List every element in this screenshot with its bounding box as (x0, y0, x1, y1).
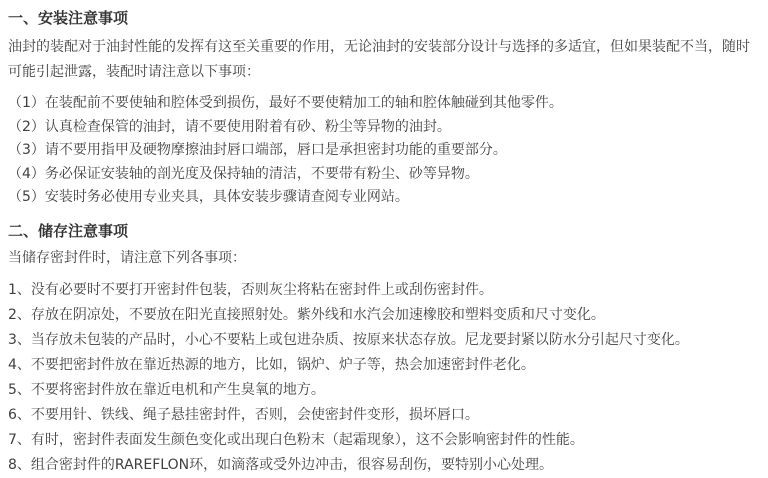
list-item: （2）认真检查保管的油封，请不要使用附着有砂、粉尘等异物的油封。 (8, 118, 451, 135)
storage-items-list (8, 278, 760, 478)
list-item: （5）安装时务必使用专业夹具，具体安装步骤请查阅专业网站。 (8, 189, 409, 205)
list-item: （3）请不要用指甲及硬物摩擦油封唇口端部，唇口是承担密封功能的重要部分。 (8, 142, 507, 158)
list-item: （1）在装配前不要使轴和腔体受到损伤，最好不要使精加工的轴和腔体触碰到其他零件。 (8, 95, 563, 111)
install-intro-paragraph: 油封的装配对于油封性能的发挥有这至关重要的作用，无论油封的安装部分设计与选择的多适宜，但如果装配不当，随时可能引起泄露，装配时请注意以下事项： (8, 39, 750, 80)
list-item: 8、组合密封件的RAREFLON环，如滴落或受外边冲击，很容易刮伤，要特别小心处理。 (8, 456, 554, 473)
section-heading-storage: 二、储存注意事项 (8, 221, 129, 240)
list-item: 1、没有必要时不要打开密封件包装，否则灰尘将粘在密封件上或刮伤密封件。 (8, 281, 493, 298)
section-heading-install: 一、安装注意事项 (8, 9, 129, 27)
install-items-list (8, 92, 760, 210)
list-item: 2、存放在阴凉处，不要放在阳光直接照射处。紫外线和水汽会加速橡胶和塑料变质和尺寸变化。 (8, 306, 605, 323)
list-item: 5、不要将密封件放在靠近电机和产生臭氧的地方。 (8, 381, 325, 398)
list-item: 3、当存放未包装的产品时，小心不要粘上或包进杂质、按原来状态存放。尼龙要封紧以防水分引起尺寸变化。 (8, 331, 689, 348)
list-item: 7、有时，密封件表面发生颜色变化或出现白色粉末（起霜现象），这不会影响密封件的性能。 (8, 431, 584, 448)
list-item: （4）务必保证安装轴的剖光度及保持轴的清洁，不要带有粉尘、砂等异物。 (8, 165, 479, 182)
list-item: 6、不要用针、铁线、绳子悬挂密封件，否则，会使密封件变形，损坏唇口。 (8, 406, 479, 423)
list-item: 4、不要把密封件放在靠近热源的地方，比如，锅炉、炉子等，热会加速密封件老化。 (8, 356, 535, 373)
storage-intro-paragraph: 当储存密封件时，请注意下列各事项： (8, 249, 246, 266)
